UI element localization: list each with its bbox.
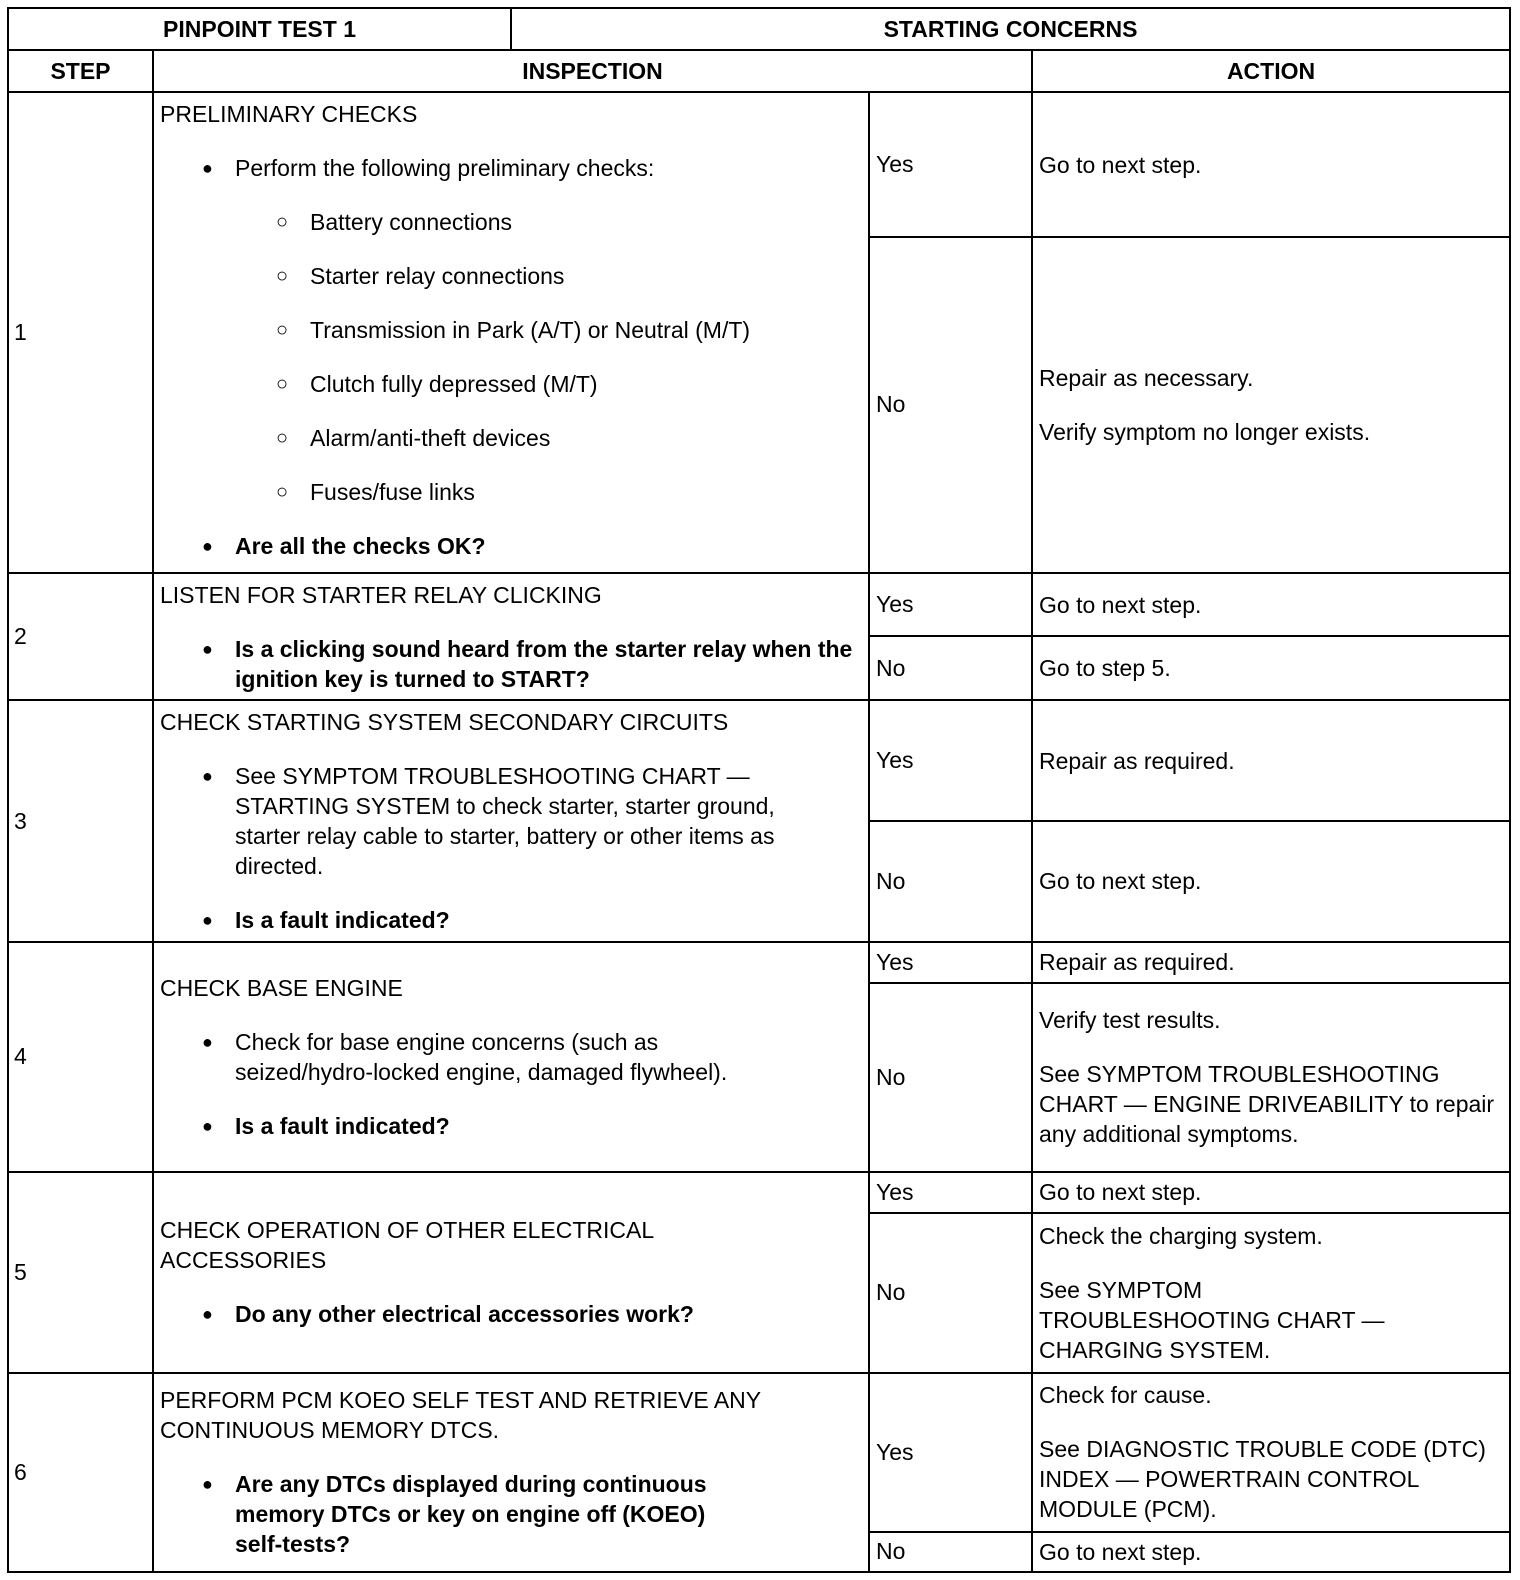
step-4-yes-action: Repair as required. [1032,942,1510,983]
step-3-instruction: ● See SYMPTOM TROUBLESHOOTING CHART — STARTING SYSTEM to check starter, starter ground, starter relay cable to starter, battery or other items as directed. [160,761,858,881]
test-title: STARTING CONCERNS [511,8,1510,50]
step-1-inspection [153,92,869,572]
title-row [8,8,1510,50]
step-3-title: CHECK STARTING SYSTEM SECONDARY CIRCUITS [160,709,729,736]
test-name: PINPOINT TEST 1 [8,8,511,50]
step-3-no-action: Go to next step. [1032,821,1510,942]
step-6-yes-label: Yes [869,1373,1032,1532]
step-6-no-action: Go to next step. [1032,1532,1510,1572]
step-2-no-action: Go to step 5. [1032,636,1510,700]
step-4-no-action-line-2: See SYMPTOM TROUBLESHOOTING CHART — ENGINE DRIVEABILITY to repair any additional symptoms. [1039,1061,1495,1148]
step-3-row-yes [8,700,1510,821]
step-5-question: ● Do any other electrical accessories work? [160,1299,858,1329]
step-6-title: PERFORM PCM KOEO SELF TEST AND RETRIEVE ANY CONTINUOUS MEMORY DTCS. [160,1387,761,1444]
col-header-action: ACTION [1032,50,1510,92]
step-1-yes-label: Yes [869,92,1032,237]
step-2-inspection [153,573,869,701]
step-1-title: PRELIMINARY CHECKS [160,101,418,128]
step-5-title: CHECK OPERATION OF OTHER ELECTRICAL ACCESSORIES [160,1217,654,1274]
step-6-question: ● Are any DTCs displayed during continuous memory DTCs or key on engine off (KOEO) self-tests? [160,1469,858,1559]
step-5-no-action-line-1: Check the charging system. [1039,1222,1323,1249]
step-1-check-item: ○ Starter relay connections [160,261,858,291]
col-header-inspection: INSPECTION [153,50,1032,92]
step-4-title: CHECK BASE ENGINE [160,974,403,1001]
step-2-number: 2 [8,573,153,701]
step-3-inspection [153,700,869,941]
step-1-check-item: ○ Alarm/anti-theft devices [160,423,858,453]
step-2-question: ● Is a clicking sound heard from the starter relay when the ignition key is turned to START? [160,634,858,694]
step-3-yes-label: Yes [869,700,1032,821]
step-2-row-yes [8,573,1510,636]
step-2-title: LISTEN FOR STARTER RELAY CLICKING [160,581,602,608]
step-5-yes-label: Yes [869,1172,1032,1213]
step-6-yes-action-line-2: See DIAGNOSTIC TROUBLE CODE (DTC) INDEX — POWERTRAIN CONTROL MODULE (PCM). [1039,1436,1486,1523]
step-4-number: 4 [8,942,153,1172]
step-5-no-action-line-2: See SYMPTOM TROUBLESHOOTING CHART — CHARGING SYSTEM. [1039,1276,1385,1363]
step-6-row-yes [8,1373,1510,1532]
step-6-inspection [153,1373,869,1572]
step-2-yes-action: Go to next step. [1032,573,1510,636]
step-2-no-label: No [869,636,1032,700]
pinpoint-test-table [7,7,1511,1573]
step-2-yes-label: Yes [869,573,1032,636]
step-4-no-action-line-1: Verify test results. [1039,1007,1221,1034]
col-header-step: STEP [8,50,153,92]
step-4-yes-label: Yes [869,942,1032,983]
step-6-number: 6 [8,1373,153,1572]
step-6-yes-action [1032,1373,1510,1532]
step-4-instruction: ● Check for base engine concerns (such as seized/hydro-locked engine, damaged flywheel). [160,1027,858,1087]
step-1-no-action-line-1: Repair as necessary. [1039,364,1254,391]
step-1-row-yes [8,92,1510,237]
step-1-number: 1 [8,92,153,572]
step-5-row-yes [8,1172,1510,1213]
step-3-yes-action: Repair as required. [1032,700,1510,821]
step-6-yes-action-line-1: Check for cause. [1039,1382,1212,1409]
step-1-no-label: No [869,237,1032,573]
step-1-question: ● Are all the checks OK? [160,531,858,561]
step-4-no-action [1032,983,1510,1172]
step-4-no-label: No [869,983,1032,1172]
step-1-check-item: ○ Transmission in Park (A/T) or Neutral (M/T) [160,315,858,345]
step-4-row-yes [8,942,1510,983]
step-4-inspection [153,942,869,1172]
step-4-question: ● Is a fault indicated? [160,1111,858,1141]
step-5-inspection [153,1172,869,1373]
step-1-instruction: ● Perform the following preliminary checks: [160,153,858,183]
step-1-check-item: ○ Fuses/fuse links [160,477,858,507]
step-5-no-label: No [869,1213,1032,1373]
step-1-check-item: ○ Clutch fully depressed (M/T) [160,369,858,399]
step-3-number: 3 [8,700,153,941]
step-1-check-item: ○ Battery connections [160,207,858,237]
step-1-yes-action: Go to next step. [1032,92,1510,237]
step-1-no-action-line-2: Verify symptom no longer exists. [1039,418,1371,445]
step-1-no-action [1032,237,1510,573]
step-3-question: ● Is a fault indicated? [160,905,858,935]
step-5-number: 5 [8,1172,153,1373]
step-5-yes-action: Go to next step. [1032,1172,1510,1213]
step-3-no-label: No [869,821,1032,942]
column-header-row [8,50,1510,92]
step-5-no-action [1032,1213,1510,1373]
step-6-no-label: No [869,1532,1032,1572]
